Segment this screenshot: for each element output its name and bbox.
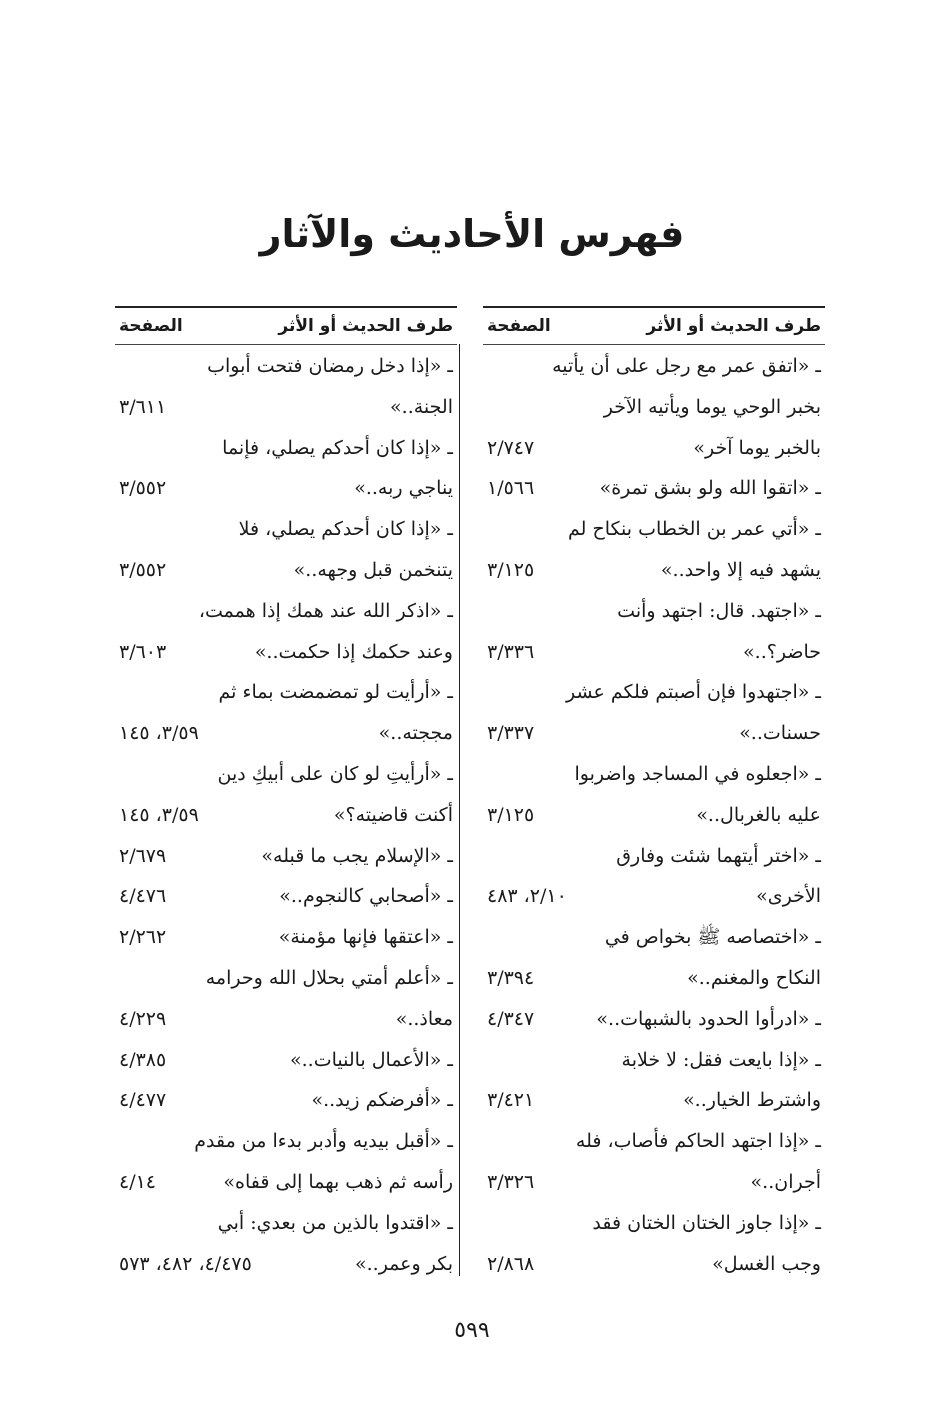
index-entry-row bbox=[483, 346, 825, 387]
index-entry-row bbox=[115, 836, 457, 877]
index-entry-row bbox=[483, 468, 825, 509]
index-entry-row bbox=[115, 999, 457, 1040]
entry-text: ـ «اختصاصه ﷺ بخواص في bbox=[604, 926, 821, 949]
entry-text: ـ «الإسلام يجب ما قبله» bbox=[261, 844, 453, 867]
entry-text: أكنت قاضيته؟» bbox=[333, 803, 453, 826]
index-entry-row bbox=[483, 1203, 825, 1244]
entry-text: الأخرى» bbox=[756, 885, 821, 908]
entry-text: ـ «أرأيت لو تمضمضت بماء ثم bbox=[218, 681, 453, 704]
index-entry-row bbox=[483, 999, 825, 1040]
index-entry-row bbox=[483, 958, 825, 999]
entry-text: ـ «أقبل بيديه وأدبر بدءا من مقدم bbox=[194, 1130, 453, 1153]
index-rows-left bbox=[115, 346, 457, 1284]
entry-page-ref: ٣/٥٩، ١٤٥ bbox=[119, 722, 199, 745]
entry-text: ـ «أفرضكم زيد..» bbox=[311, 1089, 453, 1112]
index-entry-row bbox=[483, 917, 825, 958]
index-entry-row bbox=[115, 1244, 457, 1285]
entry-text: ـ «إذا بايعت فقل: لا خلابة bbox=[621, 1048, 821, 1071]
index-entry-row bbox=[483, 754, 825, 795]
column-divider bbox=[459, 344, 460, 1276]
entry-text: وعند حكمك إذا حكمت..» bbox=[254, 640, 453, 663]
entry-text: وجب الغسل» bbox=[712, 1252, 821, 1275]
page-title: فهرس الأحاديث والآثار bbox=[259, 212, 685, 256]
entry-page-ref: ٤/٤٧٥، ٤٨٢، ٥٧٣ bbox=[119, 1252, 252, 1275]
index-entry-row bbox=[115, 591, 457, 632]
index-entry-row bbox=[115, 917, 457, 958]
header-page-label: الصفحة bbox=[487, 316, 551, 336]
entry-page-ref: ٣/٦١١ bbox=[119, 395, 167, 418]
entry-text: حاضر؟..» bbox=[743, 640, 821, 663]
entry-page-ref: ٣/٦٠٣ bbox=[119, 640, 167, 663]
entry-text: ـ «اجتهد. قال: اجتهد وأنت bbox=[617, 599, 821, 622]
entry-text: بخبر الوحي يوما ويأتيه الآخر bbox=[603, 395, 821, 418]
index-entry-row bbox=[115, 1162, 457, 1203]
index-entry-row bbox=[483, 713, 825, 754]
index-entry-row bbox=[115, 509, 457, 550]
entry-page-ref: ٤/٣٨٥ bbox=[119, 1048, 167, 1071]
index-entry-row bbox=[483, 876, 825, 917]
index-entry-row bbox=[115, 632, 457, 673]
index-rows-right bbox=[483, 346, 825, 1284]
index-entry-row bbox=[483, 1121, 825, 1162]
entry-page-ref: ٢/٧٤٧ bbox=[487, 436, 535, 459]
column-header bbox=[483, 306, 825, 345]
entry-text: ـ «إذا اجتهد الحاكم فأصاب، فله bbox=[575, 1130, 821, 1153]
index-entry-row bbox=[483, 550, 825, 591]
index-entry-row bbox=[115, 795, 457, 836]
entry-text: النكاح والمغنم..» bbox=[687, 966, 821, 989]
index-entry-row bbox=[483, 795, 825, 836]
page-number: ٥٩٩ bbox=[454, 1318, 490, 1343]
index-entry-row bbox=[115, 1203, 457, 1244]
index-entry-row bbox=[483, 428, 825, 469]
index-entry-row bbox=[483, 1244, 825, 1285]
entry-text: ـ «ادرأوا الحدود بالشبهات..» bbox=[596, 1007, 821, 1030]
entry-text: يشهد فيه إلا واحد..» bbox=[660, 558, 821, 581]
index-entry-row bbox=[483, 632, 825, 673]
entry-page-ref: ٣/٣٣٦ bbox=[487, 640, 535, 663]
entry-text: ـ «اعتقها فإنها مؤمنة» bbox=[278, 926, 453, 949]
entry-page-ref: ٤/٤٧٦ bbox=[119, 885, 167, 908]
index-entry-row bbox=[483, 591, 825, 632]
header-page-label: الصفحة bbox=[119, 316, 183, 336]
entry-page-ref: ٢/٦٧٩ bbox=[119, 844, 167, 867]
index-entry-row bbox=[115, 428, 457, 469]
entry-text: مججته..» bbox=[378, 722, 453, 745]
entry-text: ـ «أصحابي كالنجوم..» bbox=[279, 885, 453, 908]
index-entry-row bbox=[115, 387, 457, 428]
index-entry-row bbox=[115, 1040, 457, 1081]
entry-page-ref: ٣/٥٥٢ bbox=[119, 477, 167, 500]
index-entry-row bbox=[483, 387, 825, 428]
index-entry-row bbox=[115, 713, 457, 754]
entry-text: ـ «اختر أيتهما شئت وفارق bbox=[616, 844, 821, 867]
index-entry-row bbox=[483, 1040, 825, 1081]
column-header bbox=[115, 306, 457, 345]
index-entry-row bbox=[483, 836, 825, 877]
index-entry-row bbox=[483, 509, 825, 550]
index-entry-row bbox=[115, 876, 457, 917]
index-entry-row bbox=[483, 672, 825, 713]
entry-page-ref: ٣/٣٢٦ bbox=[487, 1170, 535, 1193]
entry-text: أجران..» bbox=[750, 1170, 821, 1193]
entry-page-ref: ٣/٥٥٢ bbox=[119, 558, 167, 581]
header-desc-label: طرف الحديث أو الأثر bbox=[646, 316, 821, 336]
entry-page-ref: ٤/٣٤٧ bbox=[487, 1007, 535, 1030]
entry-page-ref: ٣/٥٩، ١٤٥ bbox=[119, 803, 199, 826]
entry-text: واشترط الخيار..» bbox=[683, 1089, 821, 1112]
entry-text: معاذ..» bbox=[395, 1007, 453, 1030]
entry-text: ـ «اتقوا الله ولو بشق تمرة» bbox=[599, 477, 821, 500]
index-entry-row bbox=[483, 1162, 825, 1203]
header-desc-label: طرف الحديث أو الأثر bbox=[278, 316, 453, 336]
index-entry-row bbox=[115, 958, 457, 999]
entry-text: ـ «اذكر الله عند همك إذا هممت، bbox=[198, 599, 453, 622]
entry-text: يتنخمن قبل وجهه..» bbox=[293, 558, 453, 581]
index-entry-row bbox=[115, 1121, 457, 1162]
entry-page-ref: ٢/١٠، ٤٨٣ bbox=[487, 885, 567, 908]
index-entry-row bbox=[483, 1080, 825, 1121]
entry-text: حسنات..» bbox=[739, 722, 821, 745]
entry-text: يناجي ربه..» bbox=[354, 477, 453, 500]
entry-text: ـ «أتي عمر بن الخطاب بنكاح لم bbox=[568, 518, 821, 541]
entry-page-ref: ٢/٨٦٨ bbox=[487, 1252, 535, 1275]
entry-text: ـ «اتفق عمر مع رجل على أن يأتيه bbox=[552, 355, 821, 377]
entry-text: رأسه ثم ذهب بهما إلى قفاه» bbox=[223, 1170, 453, 1193]
entry-text: الجنة..» bbox=[390, 395, 453, 418]
entry-text: ـ «إذا كان أحدكم يصلي، فلا bbox=[238, 518, 453, 541]
entry-text: ـ «اجعلوه في المساجد واضربوا bbox=[574, 762, 821, 785]
entry-text: ـ «إذا كان أحدكم يصلي، فإنما bbox=[222, 436, 453, 459]
entry-text: ـ «اقتدوا بالذين من بعدي: أبي bbox=[217, 1211, 453, 1234]
entry-text: بالخبر يوما آخر» bbox=[693, 436, 821, 459]
entry-text: ـ «إذا دخل رمضان فتحت أبواب bbox=[207, 355, 453, 377]
index-entry-row bbox=[115, 468, 457, 509]
entry-text: ـ «إذا جاوز الختان الختان فقد bbox=[592, 1211, 821, 1234]
entry-page-ref: ٣/٣٣٧ bbox=[487, 722, 535, 745]
entry-page-ref: ٣/١٢٥ bbox=[487, 803, 535, 826]
index-entry-row bbox=[115, 550, 457, 591]
index-entry-row bbox=[115, 346, 457, 387]
entry-text: عليه بالغربال..» bbox=[696, 803, 821, 826]
entry-page-ref: ٤/٢٢٩ bbox=[119, 1007, 167, 1030]
entry-text: ـ «أعلم أمتي بحلال الله وحرامه bbox=[205, 966, 453, 989]
index-entry-row bbox=[115, 672, 457, 713]
index-entry-row bbox=[115, 1080, 457, 1121]
entry-page-ref: ٤/٤٧٧ bbox=[119, 1089, 167, 1112]
index-entry-row bbox=[115, 754, 457, 795]
entry-page-ref: ١/٥٦٦ bbox=[487, 477, 535, 500]
entry-text: ـ «أرأيتِ لو كان على أبيكِ دين bbox=[217, 762, 453, 785]
entry-page-ref: ٣/٤٢١ bbox=[487, 1089, 535, 1112]
entry-page-ref: ٤/١٤ bbox=[119, 1170, 157, 1193]
entry-page-ref: ٣/١٢٥ bbox=[487, 558, 535, 581]
entry-text: بكر وعمر..» bbox=[355, 1252, 453, 1275]
entry-text: ـ «اجتهدوا فإن أصبتم فلكم عشر bbox=[566, 681, 821, 704]
entry-page-ref: ٢/٢٦٢ bbox=[119, 926, 167, 949]
entry-text: ـ «الأعمال بالنيات..» bbox=[289, 1048, 453, 1071]
entry-page-ref: ٣/٣٩٤ bbox=[487, 966, 535, 989]
